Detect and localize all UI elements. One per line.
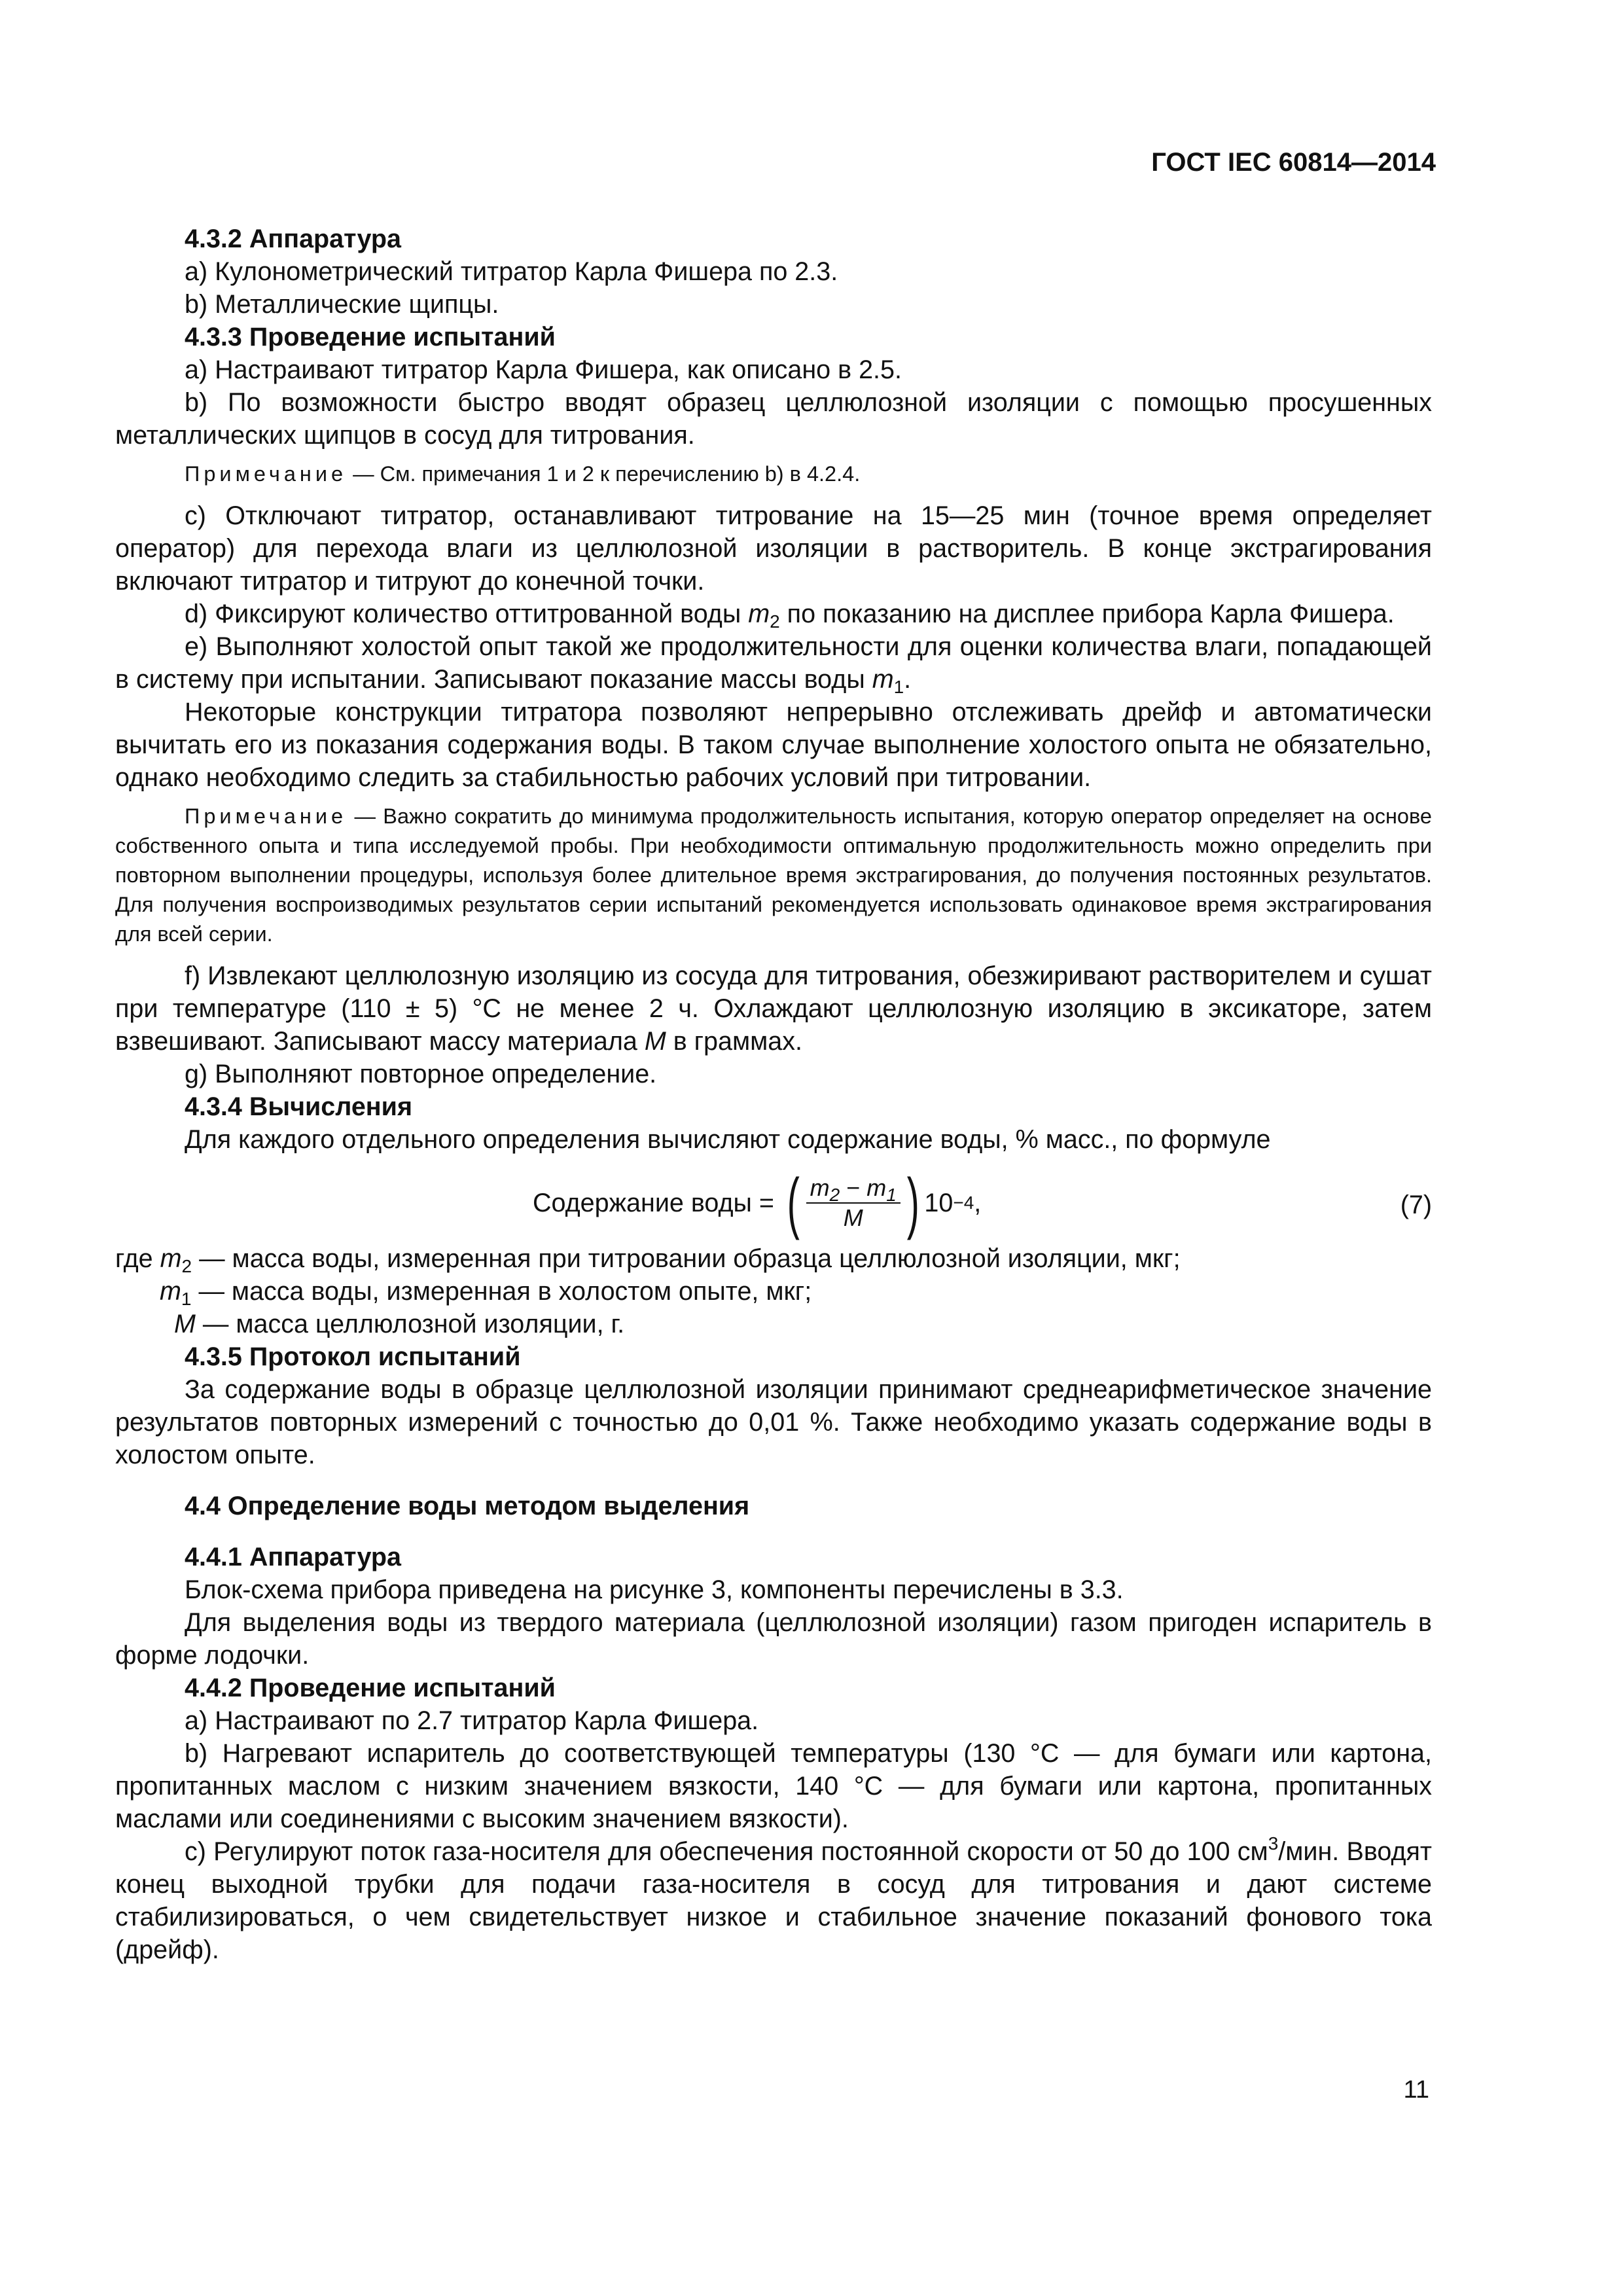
list-item-a: a) Кулонометрический титратор Карла Фишера по 2.3. xyxy=(185,257,838,286)
section-heading-4-4: 4.4 Определение воды методом выделения xyxy=(185,1492,750,1520)
text-run: — масса воды, измеренная при титровании образца целлюлозной изоляции, мкг; xyxy=(192,1244,1181,1273)
text-run: /мин. Вводят конец выходной трубки для подачи газа-носителя в сосуд для титрования и дают системе стабилизироваться, о чем свидетельствует низкое и стабильное значение показаний фонового тока (дрейф). xyxy=(115,1837,1432,1964)
text-run: где xyxy=(115,1244,160,1273)
paragraph-protocol: За содержание воды в образце целлюлозной изоляции принимают среднеарифметическое значение результатов повторных измерений с точностью до 0,01 %. Также необходимо указать содержание воды в холостом опыте. xyxy=(115,1375,1432,1469)
list-item-c xyxy=(115,1835,1432,1966)
definition-m2 xyxy=(115,1242,1432,1275)
paragraph-drift: Некоторые конструкции титратора позволяют непрерывно отслеживать дрейф и автоматически вычитать его из показания содержания воды. В таком случае выполнение холостого опыта не обязательно, однако необходимо следить за стабильностью рабочих условий при титровании. xyxy=(115,698,1432,792)
formula xyxy=(115,1165,1432,1242)
list-item-g: g) Выполняют повторное определение. xyxy=(185,1060,657,1088)
note-text: — См. примечания 1 и 2 к перечислению b) в 4.2.4. xyxy=(347,462,861,486)
fraction xyxy=(806,1174,901,1232)
definition-m1 xyxy=(115,1275,1432,1308)
variable-m: m xyxy=(810,1174,830,1201)
subscript: 2 xyxy=(829,1185,840,1205)
text-run: по показанию на дисплее прибора Карла Фишера. xyxy=(779,600,1395,628)
list-item-a: a) Настраивают по 2.7 титратор Карла Фишера. xyxy=(185,1706,759,1735)
list-item-e xyxy=(115,630,1432,696)
factor: 10 xyxy=(924,1189,954,1217)
note-label: Примечание xyxy=(185,804,348,828)
note-1 xyxy=(115,459,1432,489)
subscript: 1 xyxy=(886,1185,897,1205)
note-2 xyxy=(115,802,1432,949)
note-label: Примечание xyxy=(185,462,348,486)
variable-m: m xyxy=(748,600,770,628)
text-run: d) Фиксируют количество оттитрованной воды xyxy=(185,600,749,628)
page-body xyxy=(115,223,1432,1966)
text-run: . xyxy=(904,665,912,694)
text-run: в граммах. xyxy=(666,1027,803,1056)
formula-lhs: Содержание воды = xyxy=(533,1189,774,1217)
comma: , xyxy=(974,1189,982,1217)
list-item-b: b) Нагревают испаритель до соответствующей температуры (130 °C — для бумаги или картона, пропитанных маслом с низким значением вязкости, 140 °C — для бумаги или картона, пропитанных маслами или соединениями с высоким значением вязкости). xyxy=(115,1739,1432,1833)
text-run: f) Извлекают целлюлозную изоляцию из сосуда для титрования, обезжиривают растворителем и сушат при температуре (110 ± 5) °C не менее 2 ч. Охлаждают целлюлозную изоляцию в эксикаторе, затем взвешивают. Записывают массу материала xyxy=(115,961,1432,1056)
section-heading-4-3-3: 4.3.3 Проведение испытаний xyxy=(185,323,556,351)
variable-m: m xyxy=(866,1174,887,1201)
variable-M: M xyxy=(174,1310,196,1338)
text-run: e) Выполняют холостой опыт такой же продолжительности для оценки количества влаги, попадающей в систему при испытании. Записывают показание массы воды xyxy=(115,632,1432,694)
definition-M xyxy=(115,1308,1432,1340)
subscript: 2 xyxy=(770,611,780,632)
section-heading-4-3-2: 4.3.2 Аппаратура xyxy=(185,224,402,253)
paragraph-block-diagram: Блок-схема прибора приведена на рисунке 3, компоненты перечислены в 3.3. xyxy=(185,1575,1124,1604)
text-run: — масса воды, измеренная в холостом опыте, мкг; xyxy=(191,1277,812,1306)
section-heading-4-4-1: 4.4.1 Аппаратура xyxy=(185,1543,402,1571)
list-item-d xyxy=(115,598,1432,630)
list-item-b: b) По возможности быстро вводят образец целлюлозной изоляции с помощью просушенных металлических щипцов в сосуд для титрования. xyxy=(115,388,1432,450)
subscript: 1 xyxy=(893,677,904,697)
section-heading-4-4-2: 4.4.2 Проведение испытаний xyxy=(185,1674,556,1702)
variable-m: m xyxy=(160,1277,181,1306)
fraction-numerator xyxy=(806,1174,901,1204)
formula-expression: Содержание воды = ( $\frac{m_2 - m_1}{M}$ ) 10 −4 , xyxy=(533,1165,982,1241)
section-heading-4-3-4: 4.3.4 Вычисления xyxy=(185,1092,412,1121)
list-item-f xyxy=(115,960,1432,1058)
left-paren: ( xyxy=(787,1165,800,1241)
list-item-c: c) Отключают титратор, останавливают титрование на 15—25 мин (точное время определяет оператор) для перехода влаги из целлюлозной изоляции в растворитель. В конце экстрагирования включают титратор и титруют до конечной точки. xyxy=(115,501,1432,596)
paragraph-intro: Для каждого отдельного определения вычисляют содержание воды, % масс., по формуле xyxy=(185,1125,1271,1154)
subscript: 2 xyxy=(181,1256,192,1276)
right-paren: ) xyxy=(906,1165,919,1241)
subscript: 1 xyxy=(181,1289,192,1309)
section-heading-4-3-5: 4.3.5 Протокол испытаний xyxy=(185,1342,521,1371)
equation-number: (7) xyxy=(1400,1191,1432,1219)
variable-m: m xyxy=(160,1244,182,1273)
note-text: — Важно сократить до минимума продолжительность испытания, которую оператор определяет на основе собственного опыта и типа исследуемой пробы. При необходимости оптимальную продолжительность можно определить при повторном выполнении процедуры, используя более длительное время экстрагирования, до получения постоянных результатов. Для получения воспроизводимых результатов серии испытаний рекомендуется использовать одинаковое время экстрагирования для всей серии. xyxy=(115,804,1432,946)
variable-m: m xyxy=(872,665,894,694)
list-item-a: a) Настраивают титратор Карла Фишера, как описано в 2.5. xyxy=(185,355,902,384)
text-run: c) Регулируют поток газа-носителя для обеспечения постоянной скорости от 50 до 100 см xyxy=(185,1837,1268,1866)
superscript: 3 xyxy=(1268,1833,1279,1854)
paragraph-evaporator: Для выделения воды из твердого материала (целлюлозной изоляции) газом пригоден испаритель в форме лодочки. xyxy=(115,1608,1432,1670)
variable-M: M xyxy=(644,1027,666,1056)
list-item-b: b) Металлические щипцы. xyxy=(185,290,499,319)
text-run: — масса целлюлозной изоляции, г. xyxy=(195,1310,625,1338)
fraction-denominator: M xyxy=(843,1204,863,1231)
document-code: ГОСТ IEC 60814—2014 xyxy=(1151,148,1436,177)
page-number: 11 xyxy=(1403,2076,1429,2104)
minus-sign: − xyxy=(840,1174,867,1201)
